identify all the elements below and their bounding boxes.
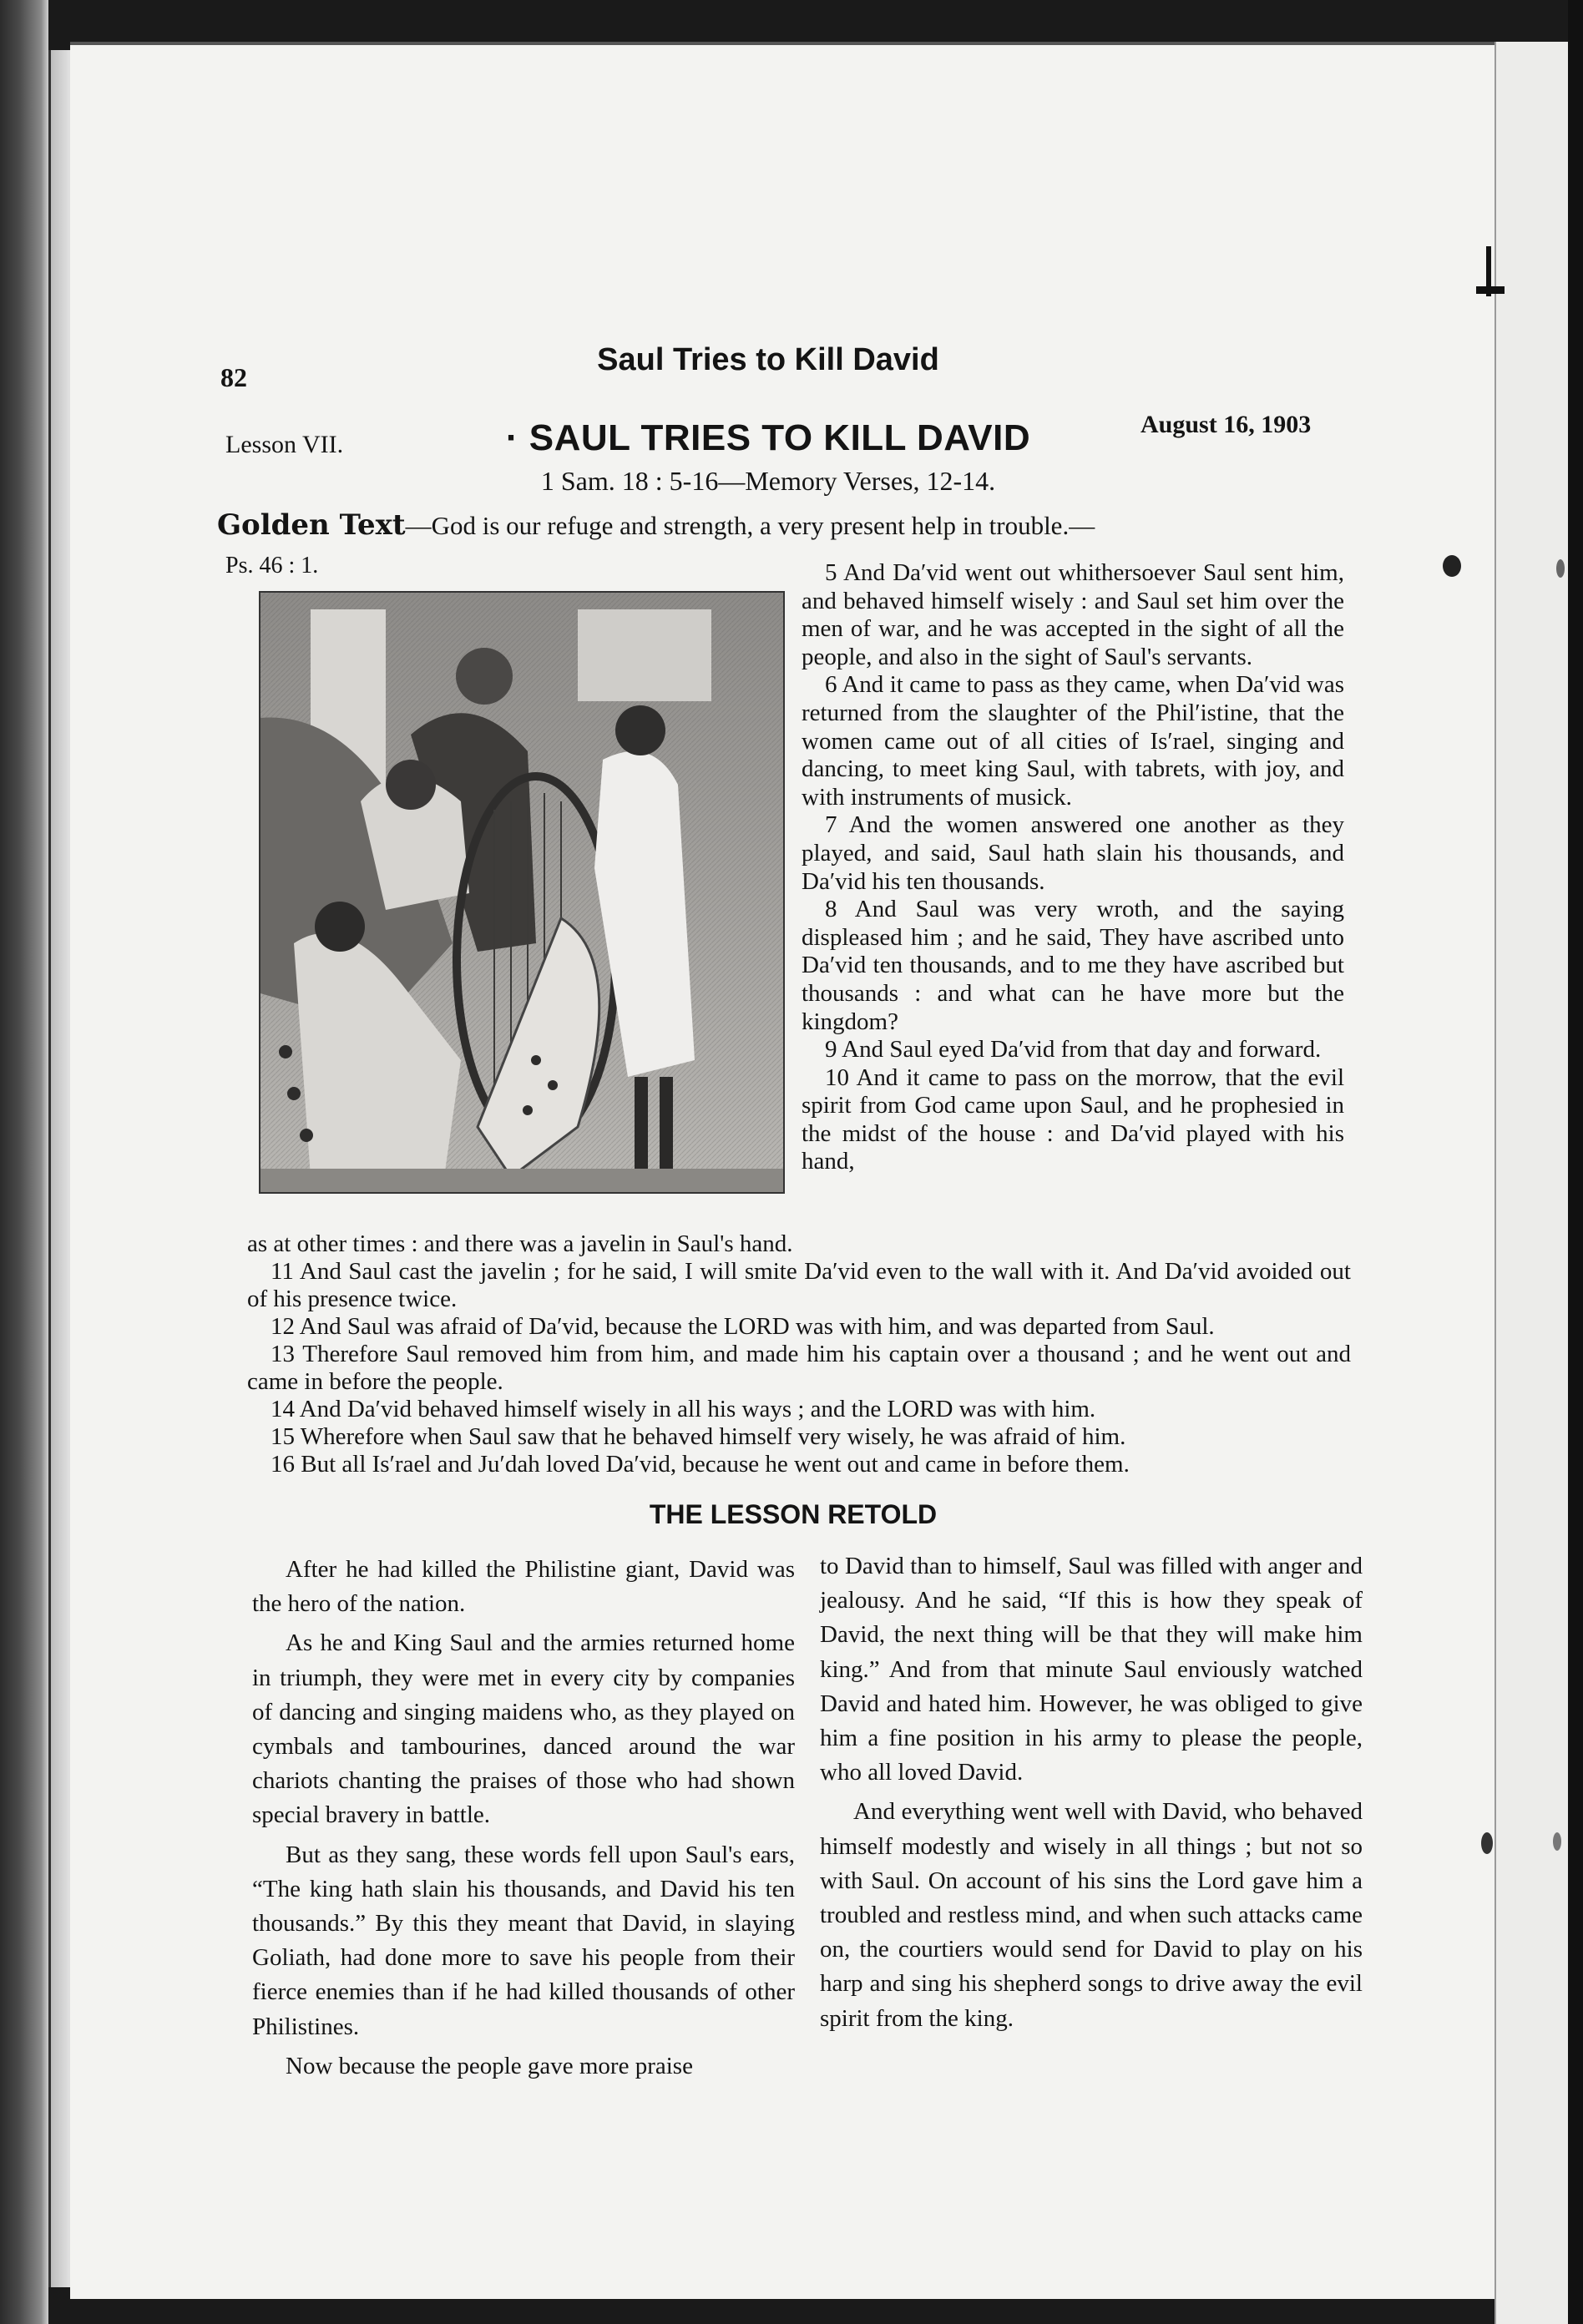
verse: 11 And Saul cast the javelin ; for he said, I will smite Da′vid even to the wall with it. And Da′vid avoided out of his presence twice. xyxy=(247,1258,1351,1312)
verses-full-width xyxy=(247,1230,1351,1478)
book-spine xyxy=(0,0,48,2324)
verse: 5 And Da′vid went out whithersoever Saul sent him, and behaved himself wisely : and Saul set him over the men of war, and he was accepted in the sight of all the people, and also in the sight of Saul's servants. xyxy=(802,559,1344,670)
retold-column-left xyxy=(252,1553,795,2089)
verse: 8 And Saul was very wroth, and the saying displeased him ; and he said, They have ascribed unto Da′vid ten thousands, and to me they have ascribed but thousands : and what can he have more but the kingdom? xyxy=(802,896,1344,1035)
verses-column-right xyxy=(802,559,1344,1176)
golden-text xyxy=(217,508,1336,543)
verse: 10 And it came to pass on the morrow, that the evil spirit from God came upon Saul, and he prophesied in the midst of the house : and Da′vid played with his hand, xyxy=(802,1063,1344,1175)
running-title: Saul Tries to Kill David xyxy=(597,342,939,377)
golden-text-reference: Ps. 46 : 1. xyxy=(225,553,319,578)
engraving-image-icon xyxy=(259,591,785,1194)
binding-hole-mark xyxy=(1481,1832,1493,1854)
section-heading: THE LESSON RETOLD xyxy=(649,1499,938,1529)
lesson-title: · SAUL TRIES TO KILL DAVID xyxy=(505,417,1031,458)
scan-border xyxy=(1568,0,1583,2324)
paragraph-continuation: to David than to himself, Saul was filled with anger and jealousy. And he said, “If this is how they speak of David, the next thing will be that they will make him king.” And from that minute Saul enviously watched David and hated him. However, he was obliged to give him a fine position in his army to please the people, who all loved David. xyxy=(820,1553,1363,1786)
retold-column-right xyxy=(820,1549,1363,2041)
verse: 6 And it came to pass as they came, when Da′vid was returned from the slaughter of the Phil′istine, that the women came out of all cities of Is′rael, singing and dancing, to meet king Saul, with tabrets, with joy, and with instruments of musick. xyxy=(802,671,1344,811)
binding-hole-mark xyxy=(1553,1832,1561,1851)
binding-hole-mark xyxy=(1556,559,1565,578)
golden-text-body: —God is our refuge and strength, a very present help in trouble.— xyxy=(405,511,1095,540)
lesson-label: Lesson VII. xyxy=(225,431,344,458)
verse: 14 And Da′vid behaved himself wisely in all his ways ; and the LORD was with him. xyxy=(271,1396,1096,1422)
scripture-reference: 1 Sam. 18 : 5-16—Memory Verses, 12-14. xyxy=(540,466,996,496)
verse: 16 But all Is′rael and Ju′dah loved Da′vid, because he went out and came in before them. xyxy=(271,1451,1130,1478)
verse: 13 Therefore Saul removed him from him, and made him his captain over a thousand ; and he went out and came in before the people. xyxy=(247,1341,1351,1395)
paragraph: And everything went well with David, who behaved himself modestly and wisely in all things ; but not so with Saul. On account of his sins the Lord gave him a troubled and restless mind, and when such attacks came on, the courtiers would send for David to play on his harp and sing his shepherd songs to drive away the evil spirit from the king. xyxy=(820,1798,1363,2032)
paragraph: After he had killed the Philistine giant, David was the hero of the nation. xyxy=(252,1556,795,1618)
paragraph: Now because the people gave more praise xyxy=(286,2052,693,2079)
verse: 7 And the women answered one another as they played, and said, Saul hath slain his thousands, and Da′vid his ten thousands. xyxy=(802,811,1344,895)
paragraph: As he and King Saul and the armies returned home in triumph, they were met in every city by companies of dancing and singing maidens who, as they played on cymbals and tambourines, danced around the war chariots chanting the praises of those who had shown special bravery in battle. xyxy=(252,1629,795,1829)
golden-text-label: Golden Text xyxy=(217,508,406,542)
page-stack-edge xyxy=(48,50,73,2287)
lesson-title-text: SAUL TRIES TO KILL DAVID xyxy=(529,417,1031,458)
lesson-date: August 16, 1903 xyxy=(1140,411,1312,438)
paragraph: But as they sang, these words fell upon Saul's ears, “The king hath slain his thousands, and David his ten thousands.” By this they meant that David, in slaying Goliath, had done more to save his people from their fierce enemies than if he had killed thousands of other Philistines. xyxy=(252,1841,795,2040)
margin-mark xyxy=(1486,246,1491,296)
binding-hole-mark xyxy=(1443,555,1461,577)
verse: 15 Wherefore when Saul saw that he behaved himself very wisely, he was afraid of him. xyxy=(271,1423,1126,1450)
page-number: 82 xyxy=(220,362,247,392)
verse-continuation: as at other times : and there was a javelin in Saul's hand. xyxy=(247,1230,793,1257)
verse: 12 And Saul was afraid of Da′vid, because the LORD was with him, and was departed from Saul. xyxy=(271,1313,1215,1340)
verse: 9 And Saul eyed Da′vid from that day and forward. xyxy=(825,1036,1322,1063)
